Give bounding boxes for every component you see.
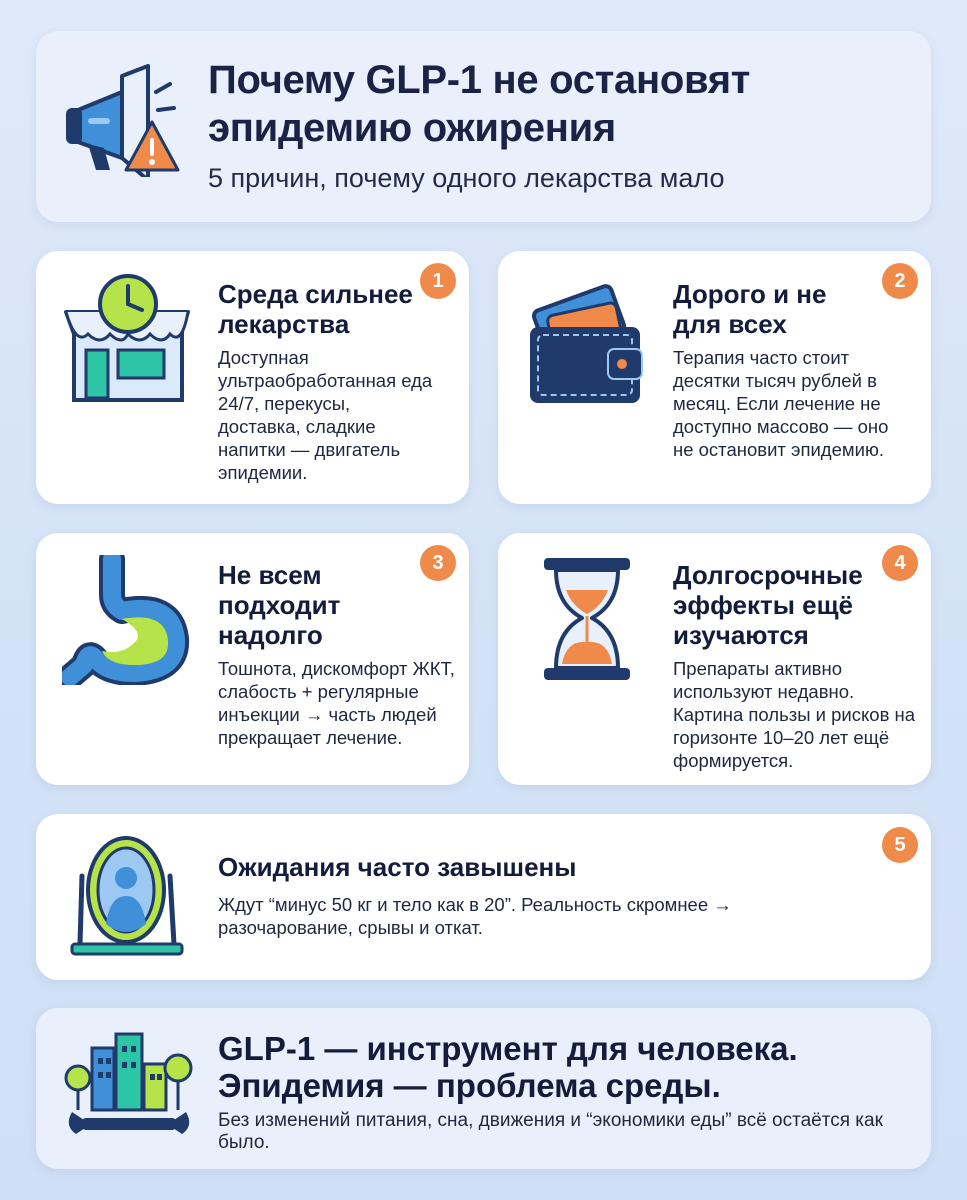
reason-title-4: Долгосрочные эффекты ещё изучаются [673,560,863,650]
mirror-icon [70,832,186,965]
wallet-icon [524,275,646,410]
reason-title-2: Дорого и не для всех [673,279,827,339]
reason-number-badge-1: 1 [420,263,456,299]
reason-text-2: Терапия часто стоит десятки тысяч рублей в месяц. Если лечение не доступно массово — оно не остановит эпидемию. [673,347,889,460]
reason-text-5: Ждут “минус 50 кг и тело как в 20”. Реальность скромнее → разочарование, срывы и откат. [218,894,732,938]
reason-number-badge-4: 4 [882,545,918,581]
stomach-icon [62,555,192,690]
reason-number-badge-3: 3 [420,545,456,581]
store-clock-icon [62,272,192,411]
reason-number-badge-5: 5 [882,827,918,863]
page-title: Почему GLP-1 не остановят эпидемию ожирения [208,58,751,150]
footer-text: Без изменений питания, сна, движения и “экономики еды” всё остаётся как было. [218,1110,883,1153]
hourglass-icon [542,556,632,687]
city-wrench-icon [62,1030,196,1153]
megaphone-warning-icon [60,62,185,182]
reason-title-5: Ожидания часто завышены [218,852,577,882]
reason-text-3: Тошнота, дискомфорт ЖКТ, слабость + регулярные инъекции → часть людей прекращает лечение. [218,658,455,748]
page-subtitle: 5 причин, почему одного лекарства мало [208,163,725,193]
reason-text-1: Доступная ультраобработанная еда 24/7, перекусы, доставка, сладкие напитки — двигатель эпидемии. [218,347,433,483]
reason-title-1: Среда сильнее лекарства [218,279,413,339]
reason-number-badge-2: 2 [882,263,918,299]
footer-title: GLP-1 — инструмент для человека. Эпидемия — проблема среды. [218,1030,798,1104]
reason-title-3: Не всем подходит надолго [218,560,341,650]
reason-text-4: Препараты активно используют недавно. Картина пользы и рисков на горизонте 10–20 лет ещё формируется. [673,658,916,771]
